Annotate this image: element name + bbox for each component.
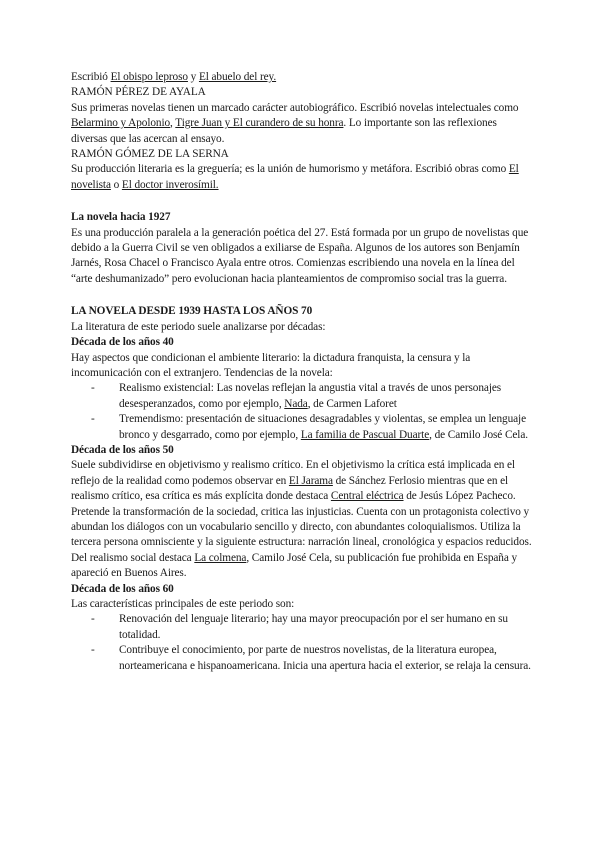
decada-40-paragraph: Hay aspectos que condicionan el ambiente literario: la dictadura franquista, la censura y la incomunicación con el extranjero. Tendencias de la novela: [71, 351, 471, 379]
serna-paragraph: Su producción literaria es la greguería; es la unión de humorismo y metáfora. Escribió obras como El novelista o El doctor inverosímil. [71, 163, 519, 191]
heading-decada-60: Década de los años 60 [71, 582, 174, 595]
document-page [71, 70, 533, 674]
decada-50-paragraph-1: Suele subdividirse en objetivismo y realismo crítico. En el objetivismo la crítica está implicada en el reflejo de la realidad como podemos observar en El Jarama de Sánchez Ferlosio mientras que en el realismo crítico, esa crítica es más explícita donde destaca Central eléctrica de Jesús López Pacheco. [71, 459, 516, 503]
decada-40-list [71, 381, 533, 443]
heading-decada-50: Década de los años 50 [71, 443, 174, 456]
novela-1927-paragraph: Es una producción paralela a la generación poética del 27. Está formada por un grupo de novelistas que debido a la Guerra Civil se ven obligados a exiliarse de España. Algunos de los autores son Benjamín Jarnés, Rosa Chacel o Francisco Ayala entre otros. Comienzas escribiendo una novela en la línea del “arte deshumanizado” pero evolucionan hacia planteamientos de compromiso social tras la guerra. [71, 226, 529, 285]
link-el-novelista[interactable]: El novelista [71, 163, 519, 191]
link-el-obispo-leproso[interactable]: El obispo leproso [110, 71, 188, 83]
heading-novela-1927: La novela hacia 1927 [71, 211, 171, 224]
link-el-abuelo-del-rey[interactable]: El abuelo del rey. [198, 71, 277, 83]
intro-line: Escribió El obispo leproso y El abuelo del rey. [71, 71, 277, 83]
list-item: - Contribuye el conocimiento, por parte de nuestros novelistas, de la literatura europea, norteamericana e hispanoamericana. Inicia una apertura hacia el exterior, se relaja la censura. [71, 643, 533, 674]
novela-1939-intro: La literatura de este periodo suele analizarse por décadas: [71, 320, 326, 333]
link-belarmino[interactable]: Belarmino y Apolonio [71, 117, 171, 130]
link-tigre-juan[interactable]: Tigre Juan y El curandero de su honra [175, 117, 344, 130]
decada-60-list [71, 612, 533, 674]
link-la-colmena[interactable]: La colmena [194, 551, 247, 564]
list-item: - Renovación del lenguaje literario; hay una mayor preocupación por el ser humano en su totalidad. [71, 612, 533, 643]
link-central-electrica[interactable]: Central eléctrica [330, 490, 404, 503]
ayala-paragraph: Sus primeras novelas tienen un marcado carácter autobiográfico. Escribió novelas intelectuales como Belarmino y Apolonio, Tigre Juan y El curandero de su honra. Lo importante son las reflexiones diversas que las acercan al ensayo. [71, 101, 519, 145]
list-item: - Tremendismo: presentación de situaciones desagradables y violentas, se emplea un lenguaje bronco y desgarrado, como por ejemplo, La familia de Pascual Duarte, de Camilo José Cela. [71, 412, 533, 443]
decada-60-intro: Las características principales de este periodo son: [71, 598, 295, 610]
link-el-doctor-inverosimil[interactable]: El doctor inverosímil. [121, 178, 219, 191]
list-item: - Realismo existencial: Las novelas reflejan la angustia vital a través de unos personajes desesperanzados, como por ejemplo, Nada, de Carmen Laforet [71, 381, 533, 412]
decada-50-paragraph-2: Pretende la transformación de la sociedad, critica las injusticias. Cuenta con un protagonista colectivo y abundan los diálogos con un vocabulario sencillo y directo, con abundantes coloquialismos. Utiliza la tercera persona omnisciente y la siguiente estructura: narración lineal, cronológica y espacios reducidos. Del realismo social destaca La colmena, Camilo José Cela, su publicación fue prohibida en España y apareció en Buenos Aires. [71, 505, 532, 580]
author-name-serna: RAMÓN GÓMEZ DE LA SERNA [71, 148, 229, 161]
link-el-jarama[interactable]: El Jarama [288, 474, 333, 487]
link-pascual-duarte[interactable]: La familia de Pascual Duarte [300, 428, 430, 441]
heading-decada-40: Década de los años 40 [71, 336, 174, 349]
link-nada[interactable]: Nada [284, 397, 308, 410]
author-name-ayala: RAMÓN PÉREZ DE AYALA [71, 86, 206, 99]
heading-novela-1939: LA NOVELA DESDE 1939 HASTA LOS AÑOS 70 [71, 305, 313, 318]
